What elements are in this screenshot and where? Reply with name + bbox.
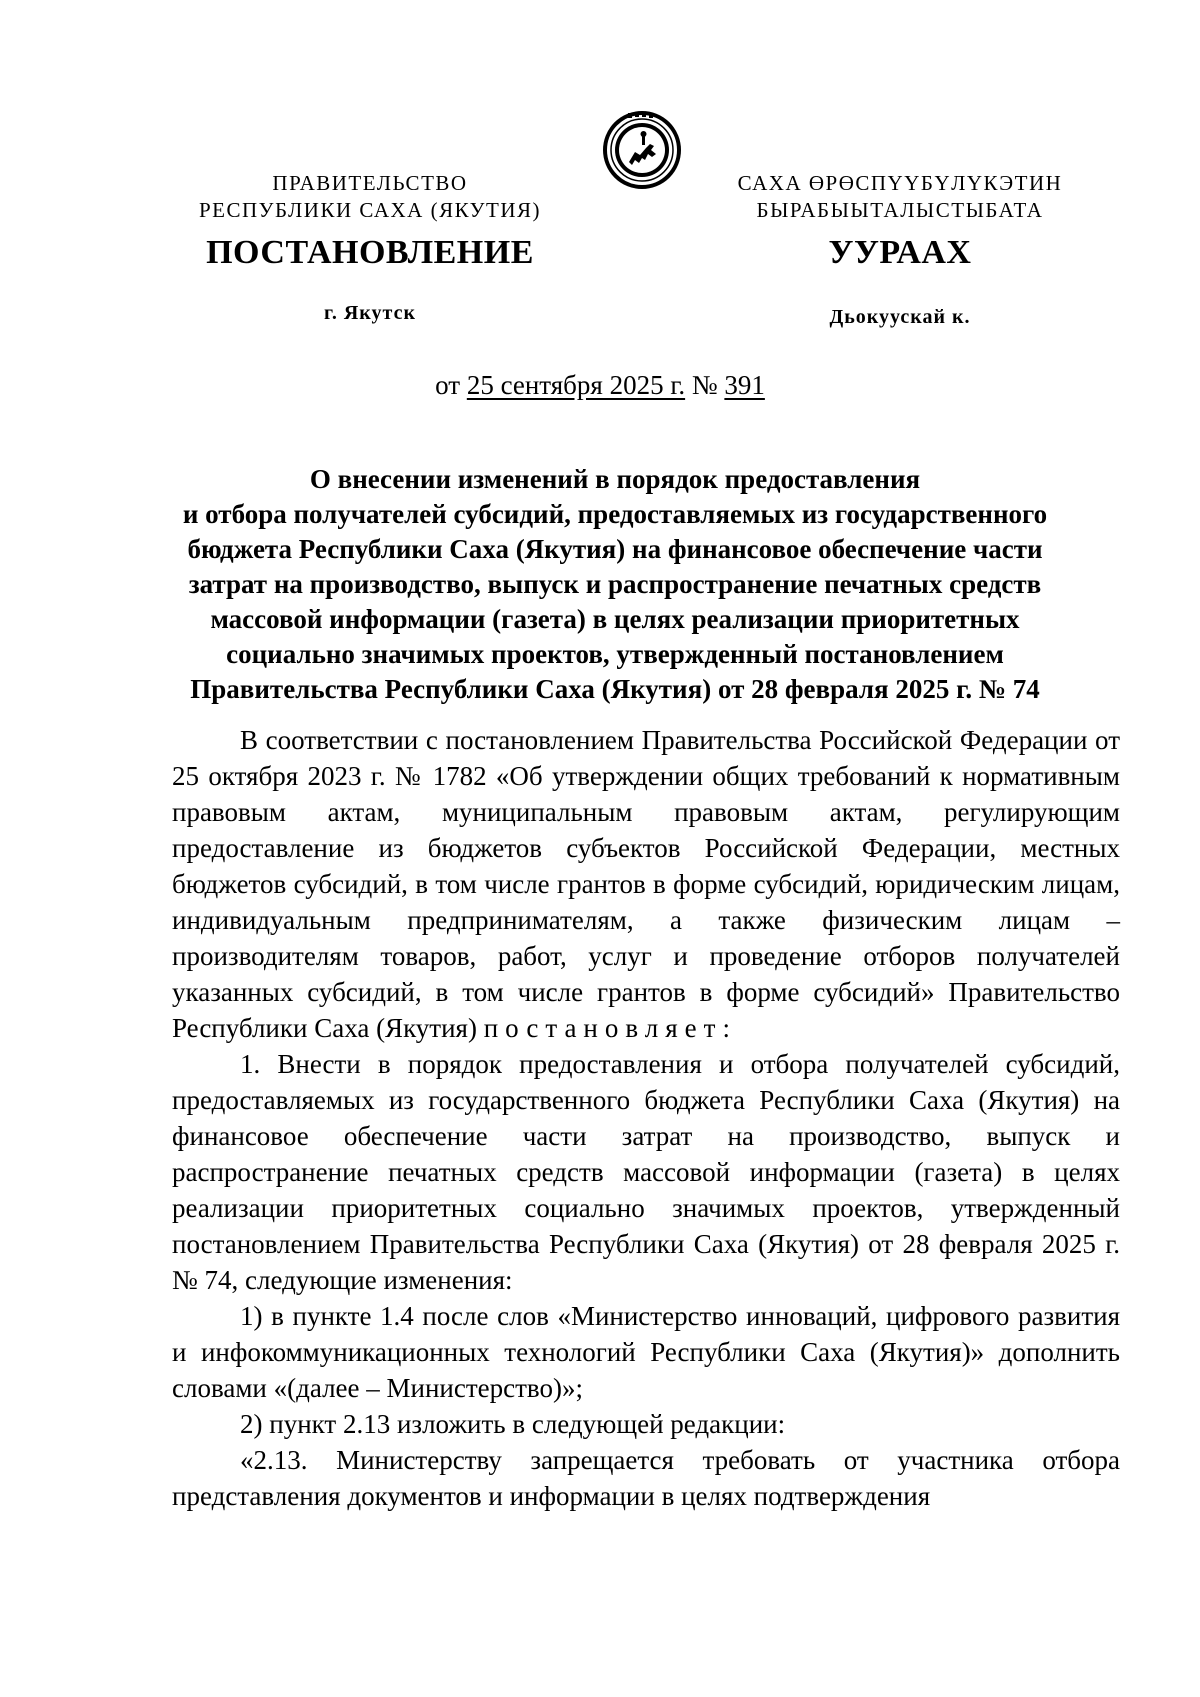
title-line: массовой информации (газета) в целях реализации приоритетных <box>210 604 1020 634</box>
city-sakha: Дьокуускай к. <box>829 306 971 328</box>
issuer-sakha-line2: БЫРАБЫЫТАЛЫСТЫБАТА <box>756 198 1044 222</box>
title-line: социально значимых проектов, утвержденный постановлением <box>226 639 1004 669</box>
title-line: затрат на производство, выпуск и распространение печатных средств <box>188 569 1042 599</box>
doc-type-ru: ПОСТАНОВЛЕНИЕ <box>206 234 534 271</box>
title-line: Правительства Республики Саха (Якутия) от 28 февраля 2025 г. № 74 <box>190 674 1040 704</box>
preamble-paragraph <box>172 722 1120 1046</box>
issuer-sakha <box>700 170 1100 224</box>
title-line: бюджета Республики Саха (Якутия) на финансовое обеспечение части <box>187 534 1043 564</box>
subitem-1-paragraph: 1) в пункте 1.4 после слов «Министерство инноваций, цифрового развития и инфокоммуникационных технологий Республики Саха (Якутия)» дополнить словами «(далее – Министерство)»; <box>172 1301 1120 1403</box>
issuer-sakha-line1: САХА ӨРӨСПҮҮБҮЛҮКЭТИН <box>737 171 1063 195</box>
dateline <box>0 370 1200 401</box>
preamble-text: В соответствии с постановлением Правительства Российской Федерации от 25 октября 2023 г. № 1782 «Об утверждении общих требований к нормативным правовым актам, муниципальным правовым актам, регулирующим предоставление из бюджетов субъектов Российской Федерации, местных бюджетов субсидий, в том числе грантов в форме субсидий, юридическим лицам, индивидуальным предпринимателям, а также физическим лицам – производителям товаров, работ, услуг и проведение отборов получателей указанных субсидий, в том числе грантов в форме субсидий» Правительство Республики Саха (Якутия) <box>172 725 1120 1043</box>
document-body <box>172 722 1120 1514</box>
title-line: и отбора получателей субсидий, предоставляемых из государственного <box>182 499 1048 529</box>
document-title <box>150 462 1080 707</box>
dateline-date: 25 сентября 2025 г. <box>466 370 686 400</box>
doc-type-sakha: УУРААХ <box>828 234 972 271</box>
sakha-coat-of-arms-icon <box>602 110 682 195</box>
dateline-prefix: от <box>435 370 461 400</box>
quote-paragraph: «2.13. Министерству запрещается требовать от участника отбора представления документов и информации в целях подтверждения <box>172 1445 1120 1511</box>
dateline-number-sign: № <box>691 370 718 400</box>
dateline-number: 391 <box>724 370 765 400</box>
issuer-ru <box>150 170 590 224</box>
subitem-2-paragraph: 2) пункт 2.13 изложить в следующей редакции: <box>240 1409 786 1439</box>
issuer-ru-line1: ПРАВИТЕЛЬСТВО <box>272 171 468 195</box>
item-1-paragraph: 1. Внести в порядок предоставления и отбора получателей субсидий, предоставляемых из государственного бюджета Республики Саха (Якутия) на финансовое обеспечение части затрат на производство, выпуск и распространение печатных средств массовой информации (газета) в целях реализации приоритетных социально значимых проектов, утвержденный постановлением Правительства Республики Саха (Якутия) от 28 февраля 2025 г. № 74, следующие изменения: <box>172 1049 1120 1295</box>
decrees-word: постановляет: <box>483 1013 737 1043</box>
title-line: О внесении изменений в порядок предоставления <box>309 464 921 494</box>
city-ru: г. Якутск <box>324 302 416 324</box>
issuer-ru-line2: РЕСПУБЛИКИ САХА (ЯКУТИЯ) <box>198 198 542 222</box>
